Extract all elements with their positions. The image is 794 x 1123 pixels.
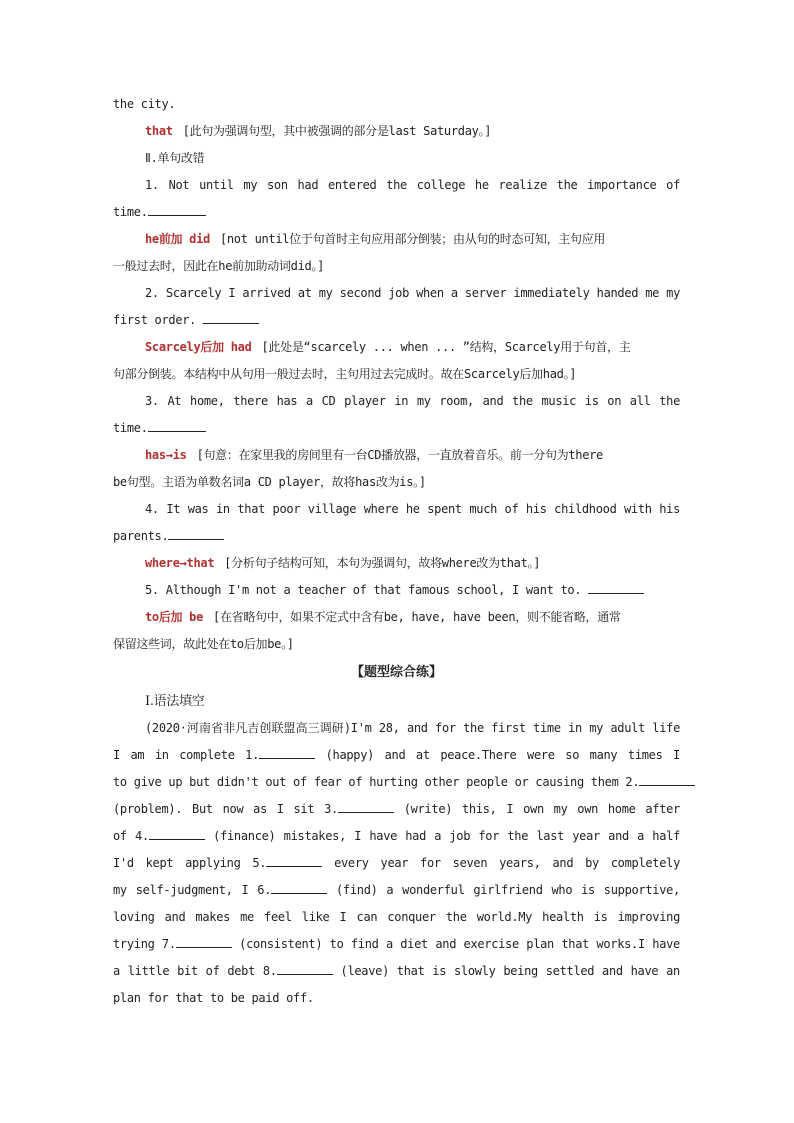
answer-blank-6 (271, 880, 327, 894)
answer-blank-4 (149, 826, 205, 840)
question-line (113, 415, 680, 442)
answer-label: where→that (145, 556, 215, 570)
explanation-text: [句意：在家里我的房间里有一台CD播放器，一直放着音乐。前一分句为there (196, 448, 603, 462)
answer-label: to后加 be (145, 610, 204, 624)
question-text: time. (113, 205, 148, 219)
explanation-line (113, 361, 680, 388)
passage-text: a little bit of debt 8. (113, 964, 277, 978)
answer-blank-7 (176, 934, 232, 948)
section-heading (113, 145, 680, 172)
answer-line (113, 550, 680, 577)
answer-line (113, 226, 680, 253)
line-text: the city. (113, 97, 176, 111)
explanation-text: 保留这些词，故此处在to后加be。] (113, 637, 294, 651)
explanation-text: [此处是“scarcely ... when ... ”结构，Scarcely用于句首，主 (261, 340, 631, 354)
passage-text: I'd kept applying 5. (113, 856, 267, 870)
passage-text: (2020·河南省非凡吉创联盟高三调研)I'm 28, and for the first time in my adult life (145, 721, 680, 735)
passage-line (113, 715, 680, 742)
text-line (113, 91, 680, 118)
answer-line (113, 334, 680, 361)
question-text: 5. Although I'm not a teacher of that famous school, I want to. (145, 583, 582, 597)
question-line (113, 577, 680, 604)
answer-blank (203, 310, 259, 324)
answer-blank (148, 202, 206, 216)
passage-line (113, 769, 680, 796)
passage-text: (find) a wonderful girlfriend who is supportive, (336, 883, 680, 897)
passage-text: my self-judgment, I 6. (113, 883, 272, 897)
explanation-text: [此句为强调句型，其中被强调的部分是last Saturday。] (182, 124, 492, 138)
passage-line (113, 850, 680, 877)
passage-line (113, 931, 680, 958)
question-line (113, 199, 680, 226)
answer-line (113, 118, 680, 145)
question-text: 1. Not until my son had entered the college he realize the importance of (145, 178, 680, 192)
passage-line (113, 958, 680, 985)
explanation-line (113, 253, 680, 280)
answer-label: Scarcely后加 had (145, 340, 252, 354)
question-line (113, 172, 680, 199)
explanation-text: [在省略句中，如果不定式中含有be, have, have been，则不能省略，通常 (213, 610, 621, 624)
section-title: 【题型综合练】 (350, 665, 442, 680)
passage-line (113, 985, 680, 1012)
answer-line (113, 442, 680, 469)
passage-line (113, 742, 680, 769)
answer-blank-5 (266, 853, 322, 867)
passage-text: trying 7. (113, 937, 176, 951)
question-text: time. (113, 421, 148, 435)
question-line (113, 496, 680, 523)
passage-text: (leave) that is slowly being settled and have an (340, 964, 680, 978)
passage-line (113, 877, 680, 904)
answer-blank-8 (277, 961, 333, 975)
explanation-text: 一般过去时，因此在he前加助动词did。] (113, 259, 325, 273)
answer-label: that (145, 124, 173, 138)
document-page (113, 91, 680, 1012)
explanation-text: 句部分倒装。本结构中从句用一般过去时，主句用过去完成时。故在Scarcely后加had。] (113, 367, 577, 381)
question-line (113, 388, 680, 415)
passage-text: loving and makes me feel like I can conquer the world.My health is improving (113, 910, 680, 924)
question-line (113, 307, 680, 334)
passage-text: plan for that to be paid off. (113, 991, 314, 1005)
question-line (113, 523, 680, 550)
question-text: first order. (113, 313, 197, 327)
heading-text: Ⅱ.单句改错 (145, 151, 205, 165)
explanation-text: [not until位于句首时主句应用部分倒装；由从句的时态可知，主句应用 (219, 232, 606, 246)
heading-text: Ⅰ.语法填空 (145, 694, 205, 709)
explanation-text: [分析句子结构可知，本句为强调句，故将where改为that。] (224, 556, 541, 570)
passage-text: (problem). But now as I sit 3. (113, 802, 338, 816)
explanation-text: be句型。主语为单数名词a CD player，故将has改为is。] (113, 475, 426, 489)
passage-text: (finance) mistakes, I have had a job for the last year and a half (213, 829, 680, 843)
passage-text: (consistent) to find a diet and exercise plan that works.I have (239, 937, 680, 951)
answer-blank-3 (338, 799, 394, 813)
answer-blank (168, 526, 224, 540)
passage-text: every year for seven years, and by completely (334, 856, 680, 870)
passage-line (113, 823, 680, 850)
question-text: 4. It was in that poor village where he spent much of his childhood with his (145, 502, 680, 516)
question-line (113, 280, 680, 307)
passage-line (113, 796, 680, 823)
passage-line (113, 904, 680, 931)
passage-text: of 4. (113, 829, 149, 843)
explanation-line (113, 631, 680, 658)
passage-text: (write) this, I own my own home after (403, 802, 680, 816)
passage-text: I am in complete 1. (113, 748, 260, 762)
section-heading (113, 688, 680, 715)
answer-blank-2 (639, 772, 695, 786)
passage-text: (happy) and at peace.There were so many times I (325, 748, 680, 762)
answer-blank-1 (259, 745, 315, 759)
answer-label: has→is (145, 448, 187, 462)
answer-blank (588, 580, 644, 594)
answer-label: he前加 did (145, 232, 210, 246)
explanation-line (113, 469, 680, 496)
answer-line (113, 604, 680, 631)
answer-blank (148, 418, 206, 432)
passage-text: to give up but didn't out of fear of hurting other people or causing them 2. (113, 775, 640, 789)
question-text: parents. (113, 529, 169, 543)
question-text: 3. At home, there has a CD player in my room, and the music is on all the (145, 394, 680, 408)
question-text: 2. Scarcely I arrived at my second job when a server immediately handed me my (145, 286, 680, 300)
